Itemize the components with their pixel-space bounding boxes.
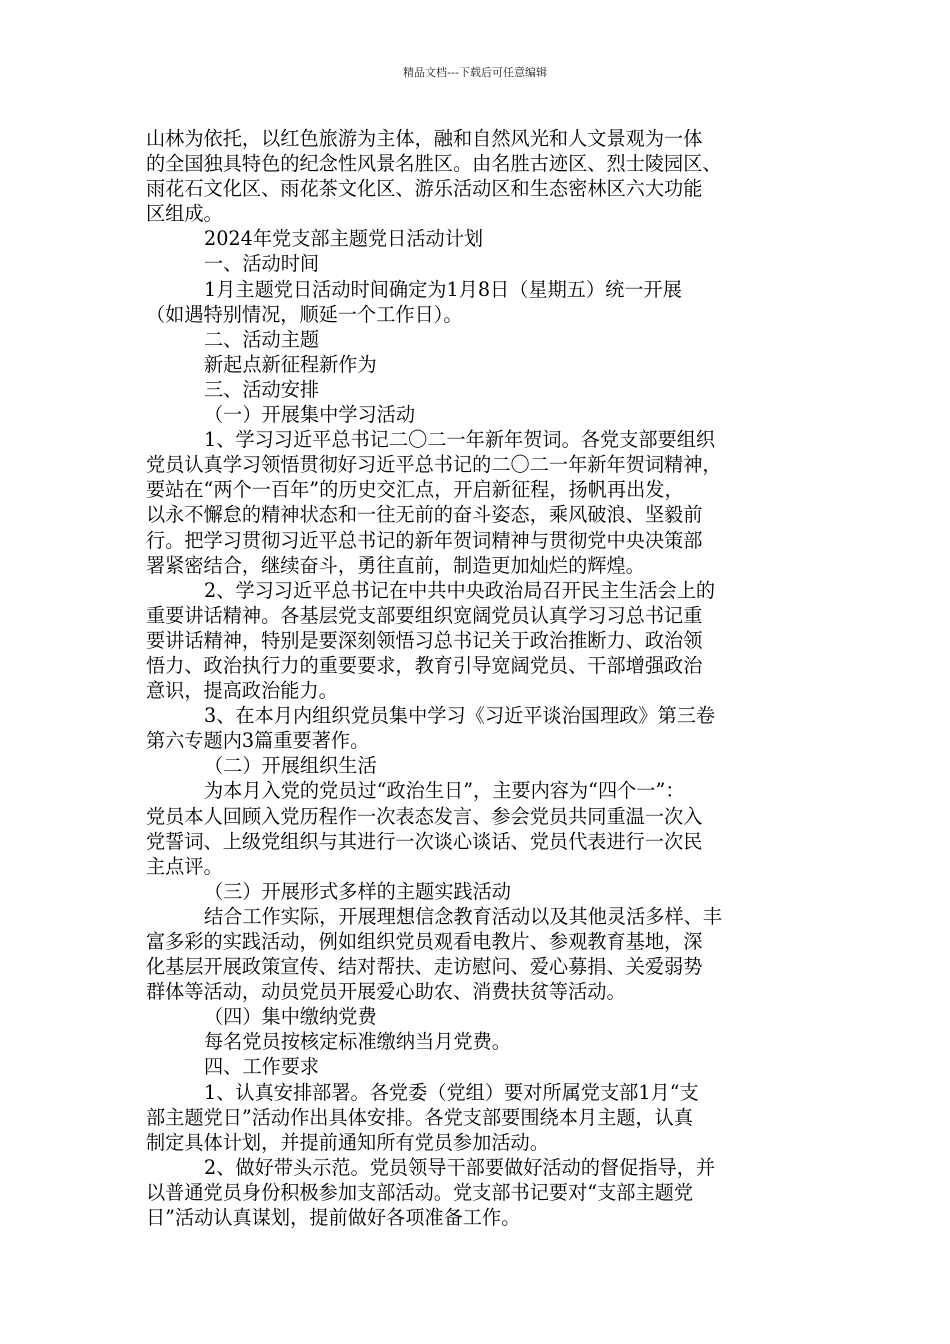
- text-line: 2、学习习近平总书记在中共中央政治局召开民主生活会上的: [204, 578, 716, 602]
- text-line: 区组成。: [146, 202, 223, 226]
- text-line: 悟力、政治执行力的重要要求，教育引导宽阔党员、干部增强政治: [146, 653, 703, 677]
- text-line: 要站在“两个一百年”的历史交汇点，开启新征程，扬帆再出发，: [146, 478, 684, 502]
- text-line: 行。把学习贯彻习近平总书记的新年贺词精神与贯彻党中央决策部: [146, 528, 703, 552]
- text-line: 为本月入党的党员过“政治生日”，主要内容为“四个一”：: [204, 779, 685, 803]
- text-line: 第六专题内3篇重要著作。: [146, 729, 370, 753]
- text-line: 2、做好带头示范。党员领导干部要做好活动的督促指导，并: [204, 1155, 716, 1179]
- text-line: 党员认真学习领悟贯彻好习近平总书记的二〇二一年新年贺词精神，: [146, 453, 722, 477]
- text-line: 的全国独具特色的纪念性风景名胜区。由名胜古迹区、烈士陵园区、: [146, 152, 722, 176]
- text-line: 1、认真安排部署。各党委（党组）要对所属党支部1月“支: [204, 1080, 699, 1104]
- text-line: 群体等活动，动员党员开展爱心助农、消费扶贫等活动。: [146, 980, 626, 1004]
- text-line: （如遇特别情况，顺延一个工作日）。: [146, 302, 463, 326]
- text-line: 意识，提高政治能力。: [146, 679, 338, 703]
- text-line: 署紧密结合，继续奋斗，勇往直前，制造更加灿烂的辉煌。: [146, 553, 645, 577]
- page-header: 精品文档---下载后可任意编辑: [403, 66, 547, 79]
- text-line: 每名党员按核定标准缴纳当月党费。: [204, 1030, 511, 1054]
- document-body: [146, 126, 806, 1230]
- text-line: 重要讲话精神。各基层党支部要组织宽阔党员认真学习习总书记重: [146, 603, 703, 627]
- text-line: 1月主题党日活动时间确定为1月8日（星期五）统一开展: [204, 277, 682, 301]
- text-line: 一、活动时间: [204, 252, 320, 276]
- text-line: 富多彩的实践活动，例如组织党员观看电教片、参观教育基地，深: [146, 930, 703, 953]
- text-line: 二、活动主题: [204, 327, 320, 351]
- text-line: 以普通党员身份积极参加支部活动。党支部书记要对“支部主题党: [146, 1180, 694, 1204]
- text-line: 制定具体计划，并提前通知所有党员参加活动。: [146, 1130, 549, 1154]
- text-line: 党员本人回顾入党历程作一次表态发言、参会党员共同重温一次入: [146, 804, 703, 828]
- text-line: 山林为依托，以红色旅游为主体，融和自然风光和人文景观为一体: [146, 127, 703, 150]
- text-line: （二）开展组织生活: [204, 754, 377, 778]
- text-line: 主点评。: [146, 854, 223, 878]
- text-line: 结合工作实际，开展理想信念教育活动以及其他灵活多样、丰: [204, 904, 723, 928]
- text-line: 日”活动认真谋划，提前做好各项准备工作。: [146, 1206, 521, 1230]
- text-line: 2024年党支部主题党日活动计划: [204, 227, 484, 251]
- text-line: 部主题党日”活动作出具体安排。各党支部要围绕本月主题，认真: [146, 1105, 694, 1129]
- text-line: 化基层开展政策宣传、结对帮扶、走访慰问、爱心募捐、关爱弱势: [146, 955, 703, 979]
- text-line: 雨花石文化区、雨花茶文化区、游乐活动区和生态密林区六大功能: [146, 177, 703, 201]
- text-line: 3、在本月内组织党员集中学习《习近平谈治国理政》第三卷: [204, 704, 716, 728]
- text-line: 四、工作要求: [204, 1055, 320, 1079]
- text-line: （一）开展集中学习活动: [204, 403, 416, 427]
- text-line: 以永不懈怠的精神状态和一往无前的奋斗姿态，乘风破浪、坚毅前: [146, 503, 703, 527]
- text-line: 党誓词、上级党组织与其进行一次谈心谈话、党员代表进行一次民: [146, 829, 703, 853]
- text-line: 新起点新征程新作为: [204, 352, 377, 376]
- text-line: 三、活动安排: [204, 377, 320, 401]
- text-line: 要讲话精神，特别是要深刻领悟习总书记关于政治推断力、政治领: [146, 628, 703, 652]
- text-line: 1、学习习近平总书记二〇二一年新年贺词。各党支部要组织: [204, 428, 716, 452]
- text-line: （四）集中缴纳党费: [204, 1005, 377, 1029]
- text-line: （三）开展形式多样的主题实践活动: [204, 879, 511, 903]
